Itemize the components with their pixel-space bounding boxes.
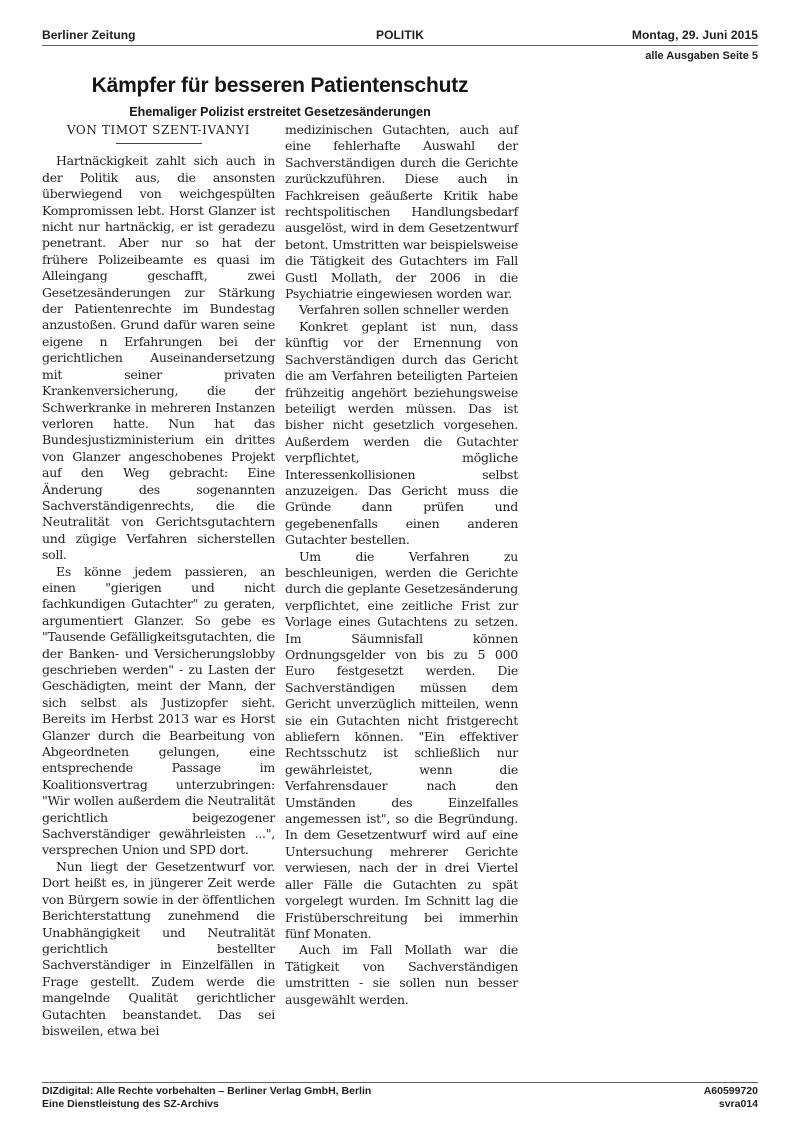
footer-document-id [704, 1085, 758, 1110]
byline: VON TIMOT SZENT-IVANYI [66, 123, 251, 137]
article-paragraph: Es könne jedem passieren, an einen "gierigen und nicht fachkundigen Gutachter" zu geraten, argumentiert Glanzer. So gebe es "Tausende Gefälligkeitsgutachten, die der Banken- und Versicherungslobby geschrieben werden" - zu Lasten der Geschädigten, meint der Mann, der sich selbst als Justizopfer sieht. Bereits im Herbst 2013 war es Horst Glanzer durch die Bearbeitung von Abgeordneten gelungen, eine entsprechende Passage im Koalitionsvertrag unterzubringen: "Wir wollen außerdem die Neutralität gerichtlich beigezogener Sachverständiger gewährleisten ...", versprechen Union und SPD dort. [42, 563, 275, 858]
issue-date: Montag, 29. Juni 2015 [631, 28, 758, 42]
byline-rule [116, 143, 202, 144]
edition-page-info: alle Ausgaben Seite 5 [645, 50, 758, 62]
article-header [42, 74, 518, 119]
article-crosshead: Verfahren sollen schneller werden [299, 302, 509, 318]
article-column-2 [285, 122, 518, 1008]
paper-name: Berliner Zeitung [42, 28, 136, 42]
article-paragraph: Nun liegt der Gesetzentwurf vor. Dort heißt es, in jüngerer Zeit werde von Bürgern sowie in der öffentlichen Berichterstattung zunehmend die Unabhängigkeit und Neutralität gerichtlich bestellter Sachverständiger in Einzelfällen in Frage gestellt. Zudem werde die mangelnde Qualität gerichtlicher Gutachten beanstandet. Das sei bisweilen, etwa bei [42, 858, 275, 1038]
section-title: POLITIK [375, 28, 425, 42]
column-1-paragraphs [42, 153, 275, 1039]
footer-rule [42, 1082, 758, 1083]
footer-id-line1: A60599720 [703, 1085, 758, 1097]
byline-block [42, 122, 275, 144]
article-paragraph: Um die Verfahren zu beschleunigen, werden die Gerichte durch die geplante Gesetzesänderung verpflichtet, eine zeitliche Frist zur Vorlage eines Gutachtens zu setzen. Im Säumnisfall können Ordnungsgelder von bis zu 5 000 Euro festgesetzt werden. Die Sachverständigen müssen dem Gericht unverzüglich mitteilen, wenn sie ein Gutachten nicht fristgerecht abliefern können. "Ein effektiver Rechtsschutz ist schließlich nur gewährleistet, wenn die Verfahrensdauer nach den Umständen des Einzelfalles angemessen ist", so die Begründung. In dem Gesetzentwurf wird auf eine Untersuchung mehrerer Gerichte verwiesen, nach der in drei Viertel aller Fälle die Gutachten zu spät vorgelegt wurden. Im Schnitt lag die Fristüberschreitung bei immerhin fünf Monaten. [285, 548, 518, 941]
column-2-paragraphs [285, 122, 518, 1008]
footer-id-line2: svra014 [718, 1097, 758, 1110]
article-subhead: Ehemaliger Polizist erstreitet Gesetzesänderungen [129, 105, 431, 119]
footer-copyright-line2: Eine Dienstleistung des SZ-Archivs [42, 1097, 219, 1110]
article-headline: Kämpfer für besseren Patientenschutz [91, 74, 469, 97]
footer-copyright [42, 1085, 371, 1110]
masthead [42, 28, 758, 42]
header-rule [42, 45, 758, 46]
footer-copyright-line1: DIZdigital: Alle Rechte vorbehalten – Berliner Verlag GmbH, Berlin [42, 1085, 372, 1097]
article-paragraph: medizinischen Gutachten, auch auf eine fehlerhafte Auswahl der Sachverständigen durch die Gerichte zurückzuführen. Diese auch in Fachkreisen geäußerte Kritik habe rechtspolitischen Handlungsbedarf ausgelöst, wird in dem Gesetzentwurf betont. Umstritten war beispielsweise die Tätigkeit des Gutachters im Fall Gustl Mollath, der 2006 in die Psychiatrie eingewiesen worden war. [285, 122, 518, 302]
article-paragraph: Hartnäckigkeit zahlt sich auch in der Politik aus, die ansonsten überwiegend von weichgespülten Kompromissen lebt. Horst Glanzer ist nicht nur hartnäckig, er ist geradezu penetrant. Aber nur so hat der frühere Polizeibeamte es quasi im Alleingang geschafft, zwei Gesetzesänderungen zur Stärkung der Patientenrechte im Bundestag anzustoßen. Grund dafür waren seine eigene n Erfahrungen bei der gerichtlichen Auseinandersetzung mit seiner privaten Krankenversicherung, die der Schwerkranke in mehreren Instanzen verloren hatte. Nun hat das Bundesjustizministerium ein drittes von Glanzer angeschobenes Projekt auf den Weg gebracht: Eine Änderung des sogenannten Sachverständigenrechts, die die Neutralität von Gerichtsgutachtern und zügige Verfahren sicherstellen soll. [42, 153, 275, 563]
article-paragraph: Auch im Fall Mollath war die Tätigkeit von Sachverständigen umstritten - sie sollen nun besser ausgewählt werden. [285, 942, 518, 1007]
article-column-1 [42, 122, 275, 1039]
article-paragraph: Konkret geplant ist nun, dass künftig vor der Ernennung von Sachverständigen durch das Gericht die am Verfahren beteiligten Parteien frühzeitig angehört beziehungsweise beteiligt werden müssen. Das ist bisher nicht gesetzlich vorgesehen. Außerdem werden die Gutachter verpflichtet, mögliche Interessenkollisionen selbst anzuzeigen. Das Gericht muss die Gründe dann prüfen und gegebenenfalls einen anderen Gutachter bestellen. [285, 318, 518, 548]
